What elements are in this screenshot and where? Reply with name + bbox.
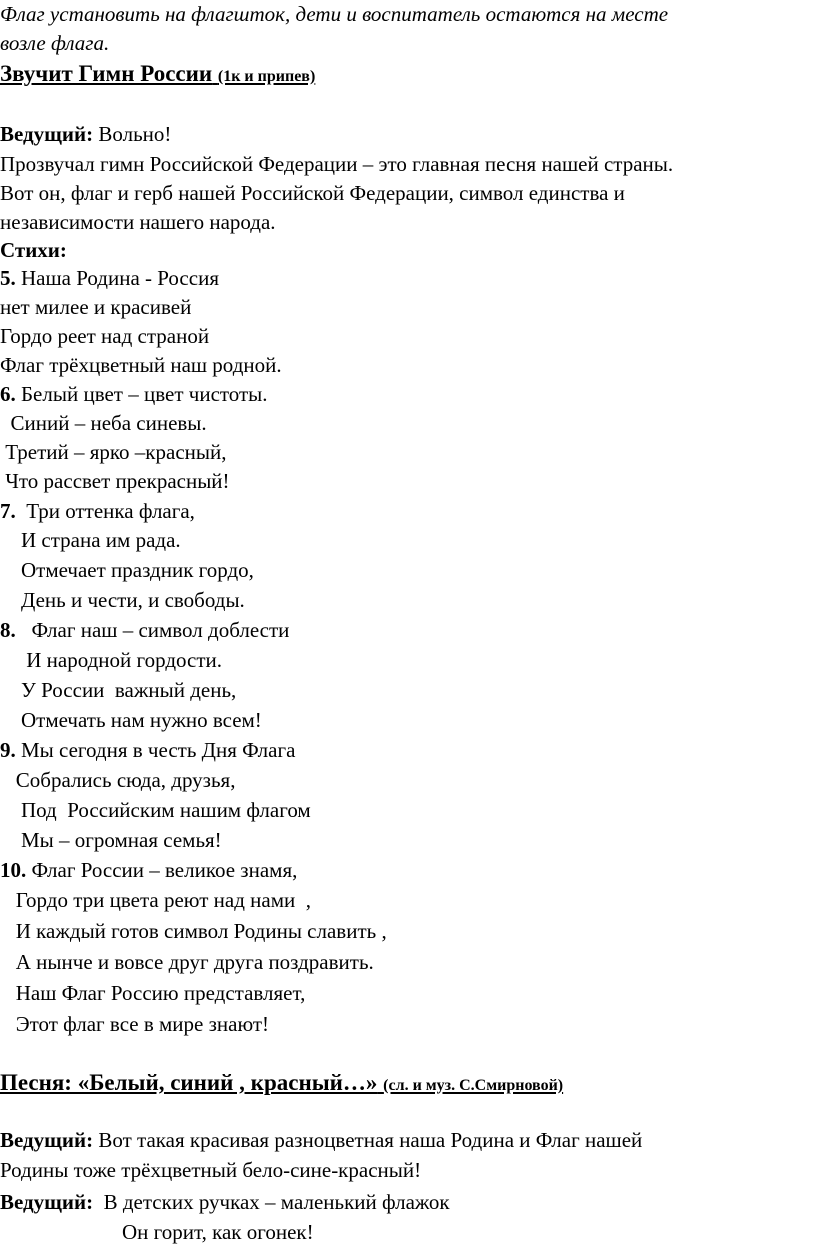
poem-10-line-4: А нынче и вовсе друг друга поздравить. <box>0 950 374 974</box>
poem-9-line-4: Мы – огромная семья! <box>0 828 222 852</box>
poem-10-line-2: Гордо три цвета реют над нами , <box>0 888 311 912</box>
poem-5-line-4: Флаг трёхцветный наш родной. <box>0 353 282 377</box>
poem-number: 5. <box>0 266 16 290</box>
speech-line-2: Вот он, флаг и герб нашей Российской Федерации, символ единства и <box>0 181 625 205</box>
poem-6-line-2: Синий – неба синевы. <box>0 411 207 435</box>
host-label: Ведущий: <box>0 1190 94 1214</box>
poem-7-line-2: И страна им рада. <box>0 528 181 552</box>
song-title: Песня: «Белый, синий , красный…» <box>0 1070 378 1095</box>
anthem-title: Звучит Гимн России <box>0 61 213 86</box>
poem-number: 6. <box>0 382 16 406</box>
poem-5-line-3: Гордо реет над страной <box>0 324 210 348</box>
poem-number: 10. <box>0 858 27 882</box>
poem-10-line-1: 10. Флаг России – великое знамя, <box>0 858 298 882</box>
intro-line-2: возле флага. <box>0 31 110 55</box>
host-text: Вот такая красивая разноцветная наша Родина и Флаг нашей <box>93 1128 643 1152</box>
poem-5-line-2: нет милее и красивей <box>0 295 192 319</box>
anthem-note: (1к и припев) <box>217 68 316 85</box>
speech-line-1: Прозвучал гимн Российской Федерации – это главная песня нашей страны. <box>0 152 674 176</box>
host-line-3b: Он горит, как огонек! <box>122 1220 314 1244</box>
host-line-1 <box>0 120 171 148</box>
poem-number: 9. <box>0 738 16 762</box>
host-label: Ведущий: <box>0 122 94 146</box>
host-line-2 <box>0 1126 642 1154</box>
poem-9-line-2: Собрались сюда, друзья, <box>0 768 236 792</box>
song-note: (сл. и муз. С.Смирновой) <box>383 1077 564 1094</box>
poem-9-line-1: 9. Мы сегодня в честь Дня Флага <box>0 738 296 762</box>
poem-6-line-1: 6. Белый цвет – цвет чистоты. <box>0 382 268 406</box>
poem-6-line-4: Что рассвет прекрасный! <box>0 469 230 493</box>
poem-9-line-3: Под Российским нашим флагом <box>0 798 311 822</box>
poem-number: 7. <box>0 499 16 523</box>
poem-8-line-1: 8. Флаг наш – символ доблести <box>0 618 290 642</box>
song-heading <box>0 1069 563 1100</box>
poem-number: 8. <box>0 618 16 642</box>
poem-8-line-3: У России важный день, <box>0 678 237 702</box>
poem-7-line-3: Отмечает праздник гордо, <box>0 558 254 582</box>
poem-8-line-4: Отмечать нам нужно всем! <box>0 708 262 732</box>
intro-line-1: Флаг установить на флагшток, дети и воспитатель остаются на месте <box>0 2 669 26</box>
host-line-2b: Родины тоже трёхцветный бело-сине-красный! <box>0 1158 422 1182</box>
speech-line-3: независимости нашего народа. <box>0 210 276 234</box>
poem-8-line-2: И народной гордости. <box>0 648 223 672</box>
poem-7-line-1: 7. Три оттенка флага, <box>0 499 195 523</box>
poem-7-line-4: День и чести, и свободы. <box>0 588 245 612</box>
host-label: Ведущий: <box>0 1128 94 1152</box>
poem-10-line-3: И каждый готов символ Родины славить , <box>0 919 387 943</box>
poem-10-line-5: Наш Флаг Россию представляет, <box>0 981 306 1005</box>
poem-5-line-1: 5. Наша Родина - Россия <box>0 266 219 290</box>
poems-label: Стихи: <box>0 238 67 262</box>
host-text: Вольно! <box>93 122 172 146</box>
host-line-3 <box>0 1188 450 1216</box>
anthem-heading <box>0 60 315 91</box>
poem-10-line-6: Этот флаг все в мире знают! <box>0 1012 270 1036</box>
poem-6-line-3: Третий – ярко –красный, <box>0 440 227 464</box>
host-text: В детских ручках – маленький флажок <box>93 1190 450 1214</box>
